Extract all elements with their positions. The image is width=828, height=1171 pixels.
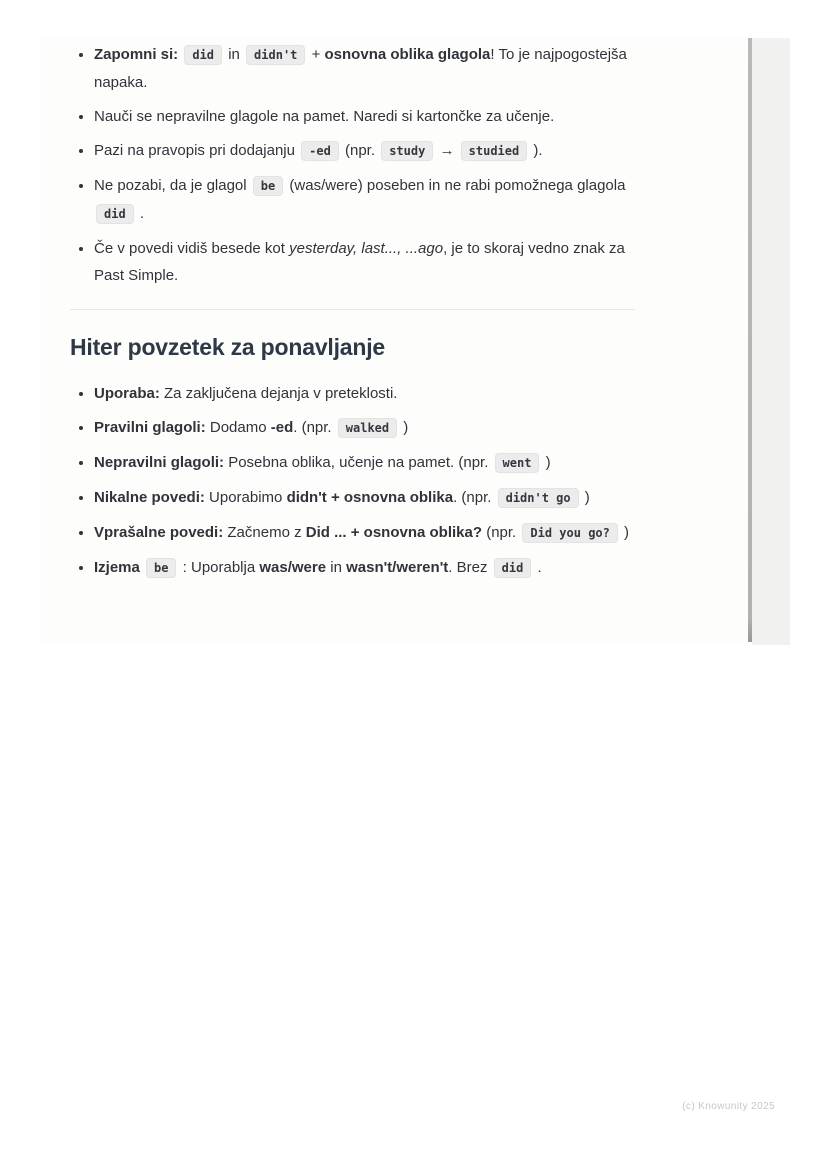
text-run: ). <box>529 142 543 159</box>
text-run: ) <box>580 489 590 506</box>
list-item <box>94 519 635 547</box>
section-heading: Hiter povzetek za ponavljanje <box>70 334 386 360</box>
document-content <box>70 38 635 582</box>
document-viewer <box>40 38 790 645</box>
text-run: Uporaba: <box>94 385 160 402</box>
code-badge: did <box>184 45 222 65</box>
text-run: ) <box>399 419 409 436</box>
text-run: Dodamo <box>205 419 271 436</box>
text-run: osnovna oblika glagola <box>324 46 491 63</box>
text-run: → <box>435 142 459 159</box>
code-badge: Did you go? <box>522 523 617 543</box>
text-run: . <box>533 559 542 576</box>
text-run: Uporabimo <box>204 489 287 506</box>
text-run: . (npr. <box>453 489 496 506</box>
text-run: + <box>307 46 325 63</box>
list-item <box>94 103 635 130</box>
text-run: Pazi na pravopis pri dodajanju <box>94 142 300 159</box>
code-badge: -ed <box>301 141 339 161</box>
text-run: in <box>326 559 347 576</box>
list-item <box>94 554 635 582</box>
copyright-footer: (c) Knowunity 2025 <box>682 1101 775 1112</box>
text-run: (npr. <box>482 524 521 541</box>
text-run: ) <box>541 454 551 471</box>
code-badge: walked <box>338 418 397 438</box>
text-run <box>178 46 182 63</box>
text-run: Nikalne povedi: <box>94 489 205 506</box>
code-badge: studied <box>461 141 528 161</box>
text-run: in <box>224 46 245 63</box>
list-item <box>94 41 635 96</box>
text-run: Izjema <box>94 559 140 576</box>
list-item <box>94 380 635 407</box>
text-run <box>140 559 144 576</box>
text-run: , je to skoraj vedno znak za Past Simple. <box>94 240 625 284</box>
code-badge: did <box>96 204 134 224</box>
code-badge: did <box>494 558 532 578</box>
text-run: Vprašalne povedi: <box>94 524 224 541</box>
text-run: -ed <box>270 419 294 436</box>
tips-list <box>70 41 635 289</box>
text-run: Začnemo z <box>223 524 306 541</box>
text-run: Ne pozabi, da je glagol <box>94 177 251 194</box>
scrollbar-track[interactable] <box>752 38 790 645</box>
code-badge: be <box>253 176 283 196</box>
text-run: Za zaključena dejanja v preteklosti. <box>159 385 398 402</box>
scrollbar-thumb[interactable] <box>748 38 752 642</box>
text-run: Nauči se nepravilne glagole na pamet. Naredi si kartončke za učenje. <box>94 108 555 125</box>
text-run: (npr. <box>340 142 380 159</box>
text-run: : Uporablja <box>178 559 260 576</box>
text-run: . Brez <box>448 559 492 576</box>
text-run: ) <box>619 524 630 541</box>
text-run: was/were <box>259 559 327 576</box>
section-divider <box>70 309 635 310</box>
list-item <box>94 484 635 512</box>
text-run: yesterday, last..., ...ago <box>289 240 444 257</box>
text-run: (was/were) poseben in ne rabi pomožnega glagola <box>285 177 626 194</box>
code-badge: went <box>495 453 540 473</box>
text-run: . (npr. <box>293 419 336 436</box>
text-run: Posebna oblika, učenje na pamet. (npr. <box>224 454 493 471</box>
list-item <box>94 235 635 289</box>
code-badge: be <box>146 558 176 578</box>
summary-list <box>70 380 635 582</box>
text-run: Pravilni glagoli: <box>94 419 206 436</box>
text-run: ! To je najpogostejša napaka. <box>94 46 627 91</box>
text-run: Če v povedi vidiš besede kot <box>94 240 290 257</box>
text-run: didn't + osnovna oblika <box>286 489 454 506</box>
list-item <box>94 414 635 442</box>
list-item <box>94 172 635 228</box>
code-badge: didn't <box>246 45 305 65</box>
text-run: wasn't/weren't <box>346 559 449 576</box>
text-run: Zapomni si: <box>94 46 179 63</box>
text-run: Nepravilni glagoli: <box>94 454 225 471</box>
list-item <box>94 137 635 165</box>
code-badge: didn't go <box>498 488 579 508</box>
text-run: Did ... + osnovna oblika? <box>305 524 483 541</box>
text-run: . <box>135 205 145 222</box>
list-item <box>94 449 635 477</box>
code-badge: study <box>381 141 433 161</box>
